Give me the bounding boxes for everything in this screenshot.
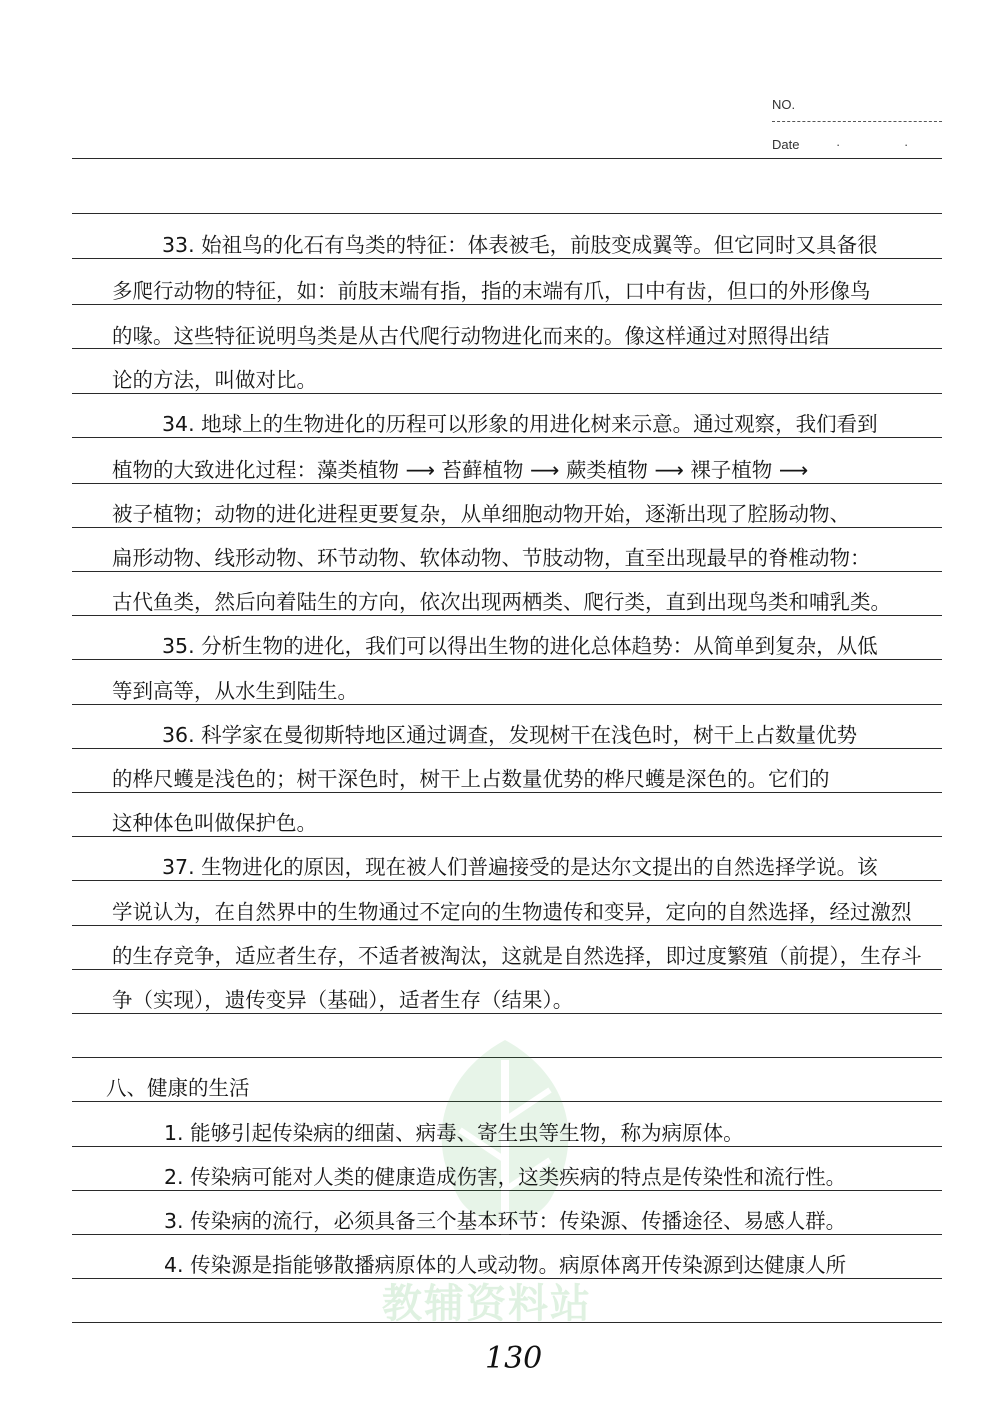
ruled-line (72, 659, 942, 660)
no-label: NO. (772, 97, 796, 112)
ruled-line (72, 213, 942, 214)
ruled-line (72, 258, 942, 259)
text-line: 33. 始祖鸟的化石有鸟类的特征：体表被毛，前肢变成翼等。但它同时又具备很 (162, 233, 878, 257)
ruled-line (72, 748, 942, 749)
text-line: 37. 生物进化的原因，现在被人们普遍接受的是达尔文提出的自然选择学说。该 (162, 855, 878, 879)
no-dashed-line (772, 121, 942, 122)
text-line: 争（实现），遗传变异（基础），适者生存（结果）。 (112, 988, 574, 1012)
text-line: 36. 科学家在曼彻斯特地区通过调查，发现树干在浅色时，树干上占数量优势 (162, 723, 858, 747)
ruled-line (72, 925, 942, 926)
watermark-text: 教辅资料站 (382, 1281, 592, 1327)
ruled-line (72, 437, 942, 438)
text-line: 的桦尺蠖是浅色的；树干深色时，树干上占数量优势的桦尺蠖是深色的。它们的 (112, 767, 830, 791)
ruled-line (72, 880, 942, 881)
text-line: 被子植物；动物的进化进程更要复杂，从单细胞动物开始，逐渐出现了腔肠动物、 (112, 502, 850, 526)
ruled-line (72, 393, 942, 394)
date-dots: · · (836, 137, 939, 152)
text-line: 3. 传染病的流行，必须具备三个基本环节：传染源、传播途径、易感人群。 (164, 1209, 847, 1233)
ruled-line (72, 571, 942, 572)
ruled-line (72, 969, 942, 970)
text-line: 学说认为，在自然界中的生物通过不定向的生物遗传和变异，定向的自然选择，经过激烈 (112, 900, 912, 924)
text-line: 的生存竞争，适应者生存，不适者被淘汰，这就是自然选择，即过度繁殖（前提），生存斗 (112, 944, 922, 968)
ruled-line (72, 704, 942, 705)
ruled-line (72, 158, 942, 159)
text-line: 古代鱼类，然后向着陆生的方向，依次出现两栖类、爬行类，直到出现鸟类和哺乳类。 (112, 590, 891, 614)
page-number: 130 (485, 1341, 543, 1376)
text-line: 扁形动物、线形动物、环节动物、软体动物、节肢动物，直至出现最早的脊椎动物： (112, 546, 871, 570)
ruled-line (72, 792, 942, 793)
ruled-line (72, 615, 942, 616)
ruled-line (72, 836, 942, 837)
text-line: 34. 地球上的生物进化的历程可以形象的用进化树来示意。通过观察，我们看到 (162, 412, 878, 436)
text-line: 2. 传染病可能对人类的健康造成伤害，这类疾病的特点是传染性和流行性。 (164, 1165, 847, 1189)
text-line: 植物的大致进化过程：藻类植物 ⟶ 苔藓植物 ⟶ 蕨类植物 ⟶ 裸子植物 ⟶ (112, 458, 809, 482)
text-line: 的喙。这些特征说明鸟类是从古代爬行动物进化而来的。像这样通过对照得出结 (112, 324, 830, 348)
ruled-line (72, 527, 942, 528)
ruled-line (72, 304, 942, 305)
date-label: Date (772, 137, 800, 152)
text-line: 这种体色叫做保护色。 (112, 811, 317, 835)
text-line: 1. 能够引起传染病的细菌、病毒、寄生虫等生物，称为病原体。 (164, 1121, 744, 1145)
ruled-line (72, 1013, 942, 1014)
ruled-line (72, 483, 942, 484)
text-line: 4. 传染源是指能够散播病原体的人或动物。病原体离开传染源到达健康人所 (164, 1253, 847, 1277)
text-line: 35. 分析生物的进化，我们可以得出生物的进化总体趋势：从简单到复杂，从低 (162, 634, 878, 658)
text-line: 论的方法，叫做对比。 (112, 368, 317, 392)
text-line: 多爬行动物的特征，如：前肢末端有指，指的末端有爪，口中有齿，但口的外形像鸟 (112, 279, 871, 303)
section-heading: 八、健康的生活 (106, 1076, 250, 1100)
text-line: 等到高等，从水生到陆生。 (112, 679, 358, 703)
ruled-line (72, 348, 942, 349)
